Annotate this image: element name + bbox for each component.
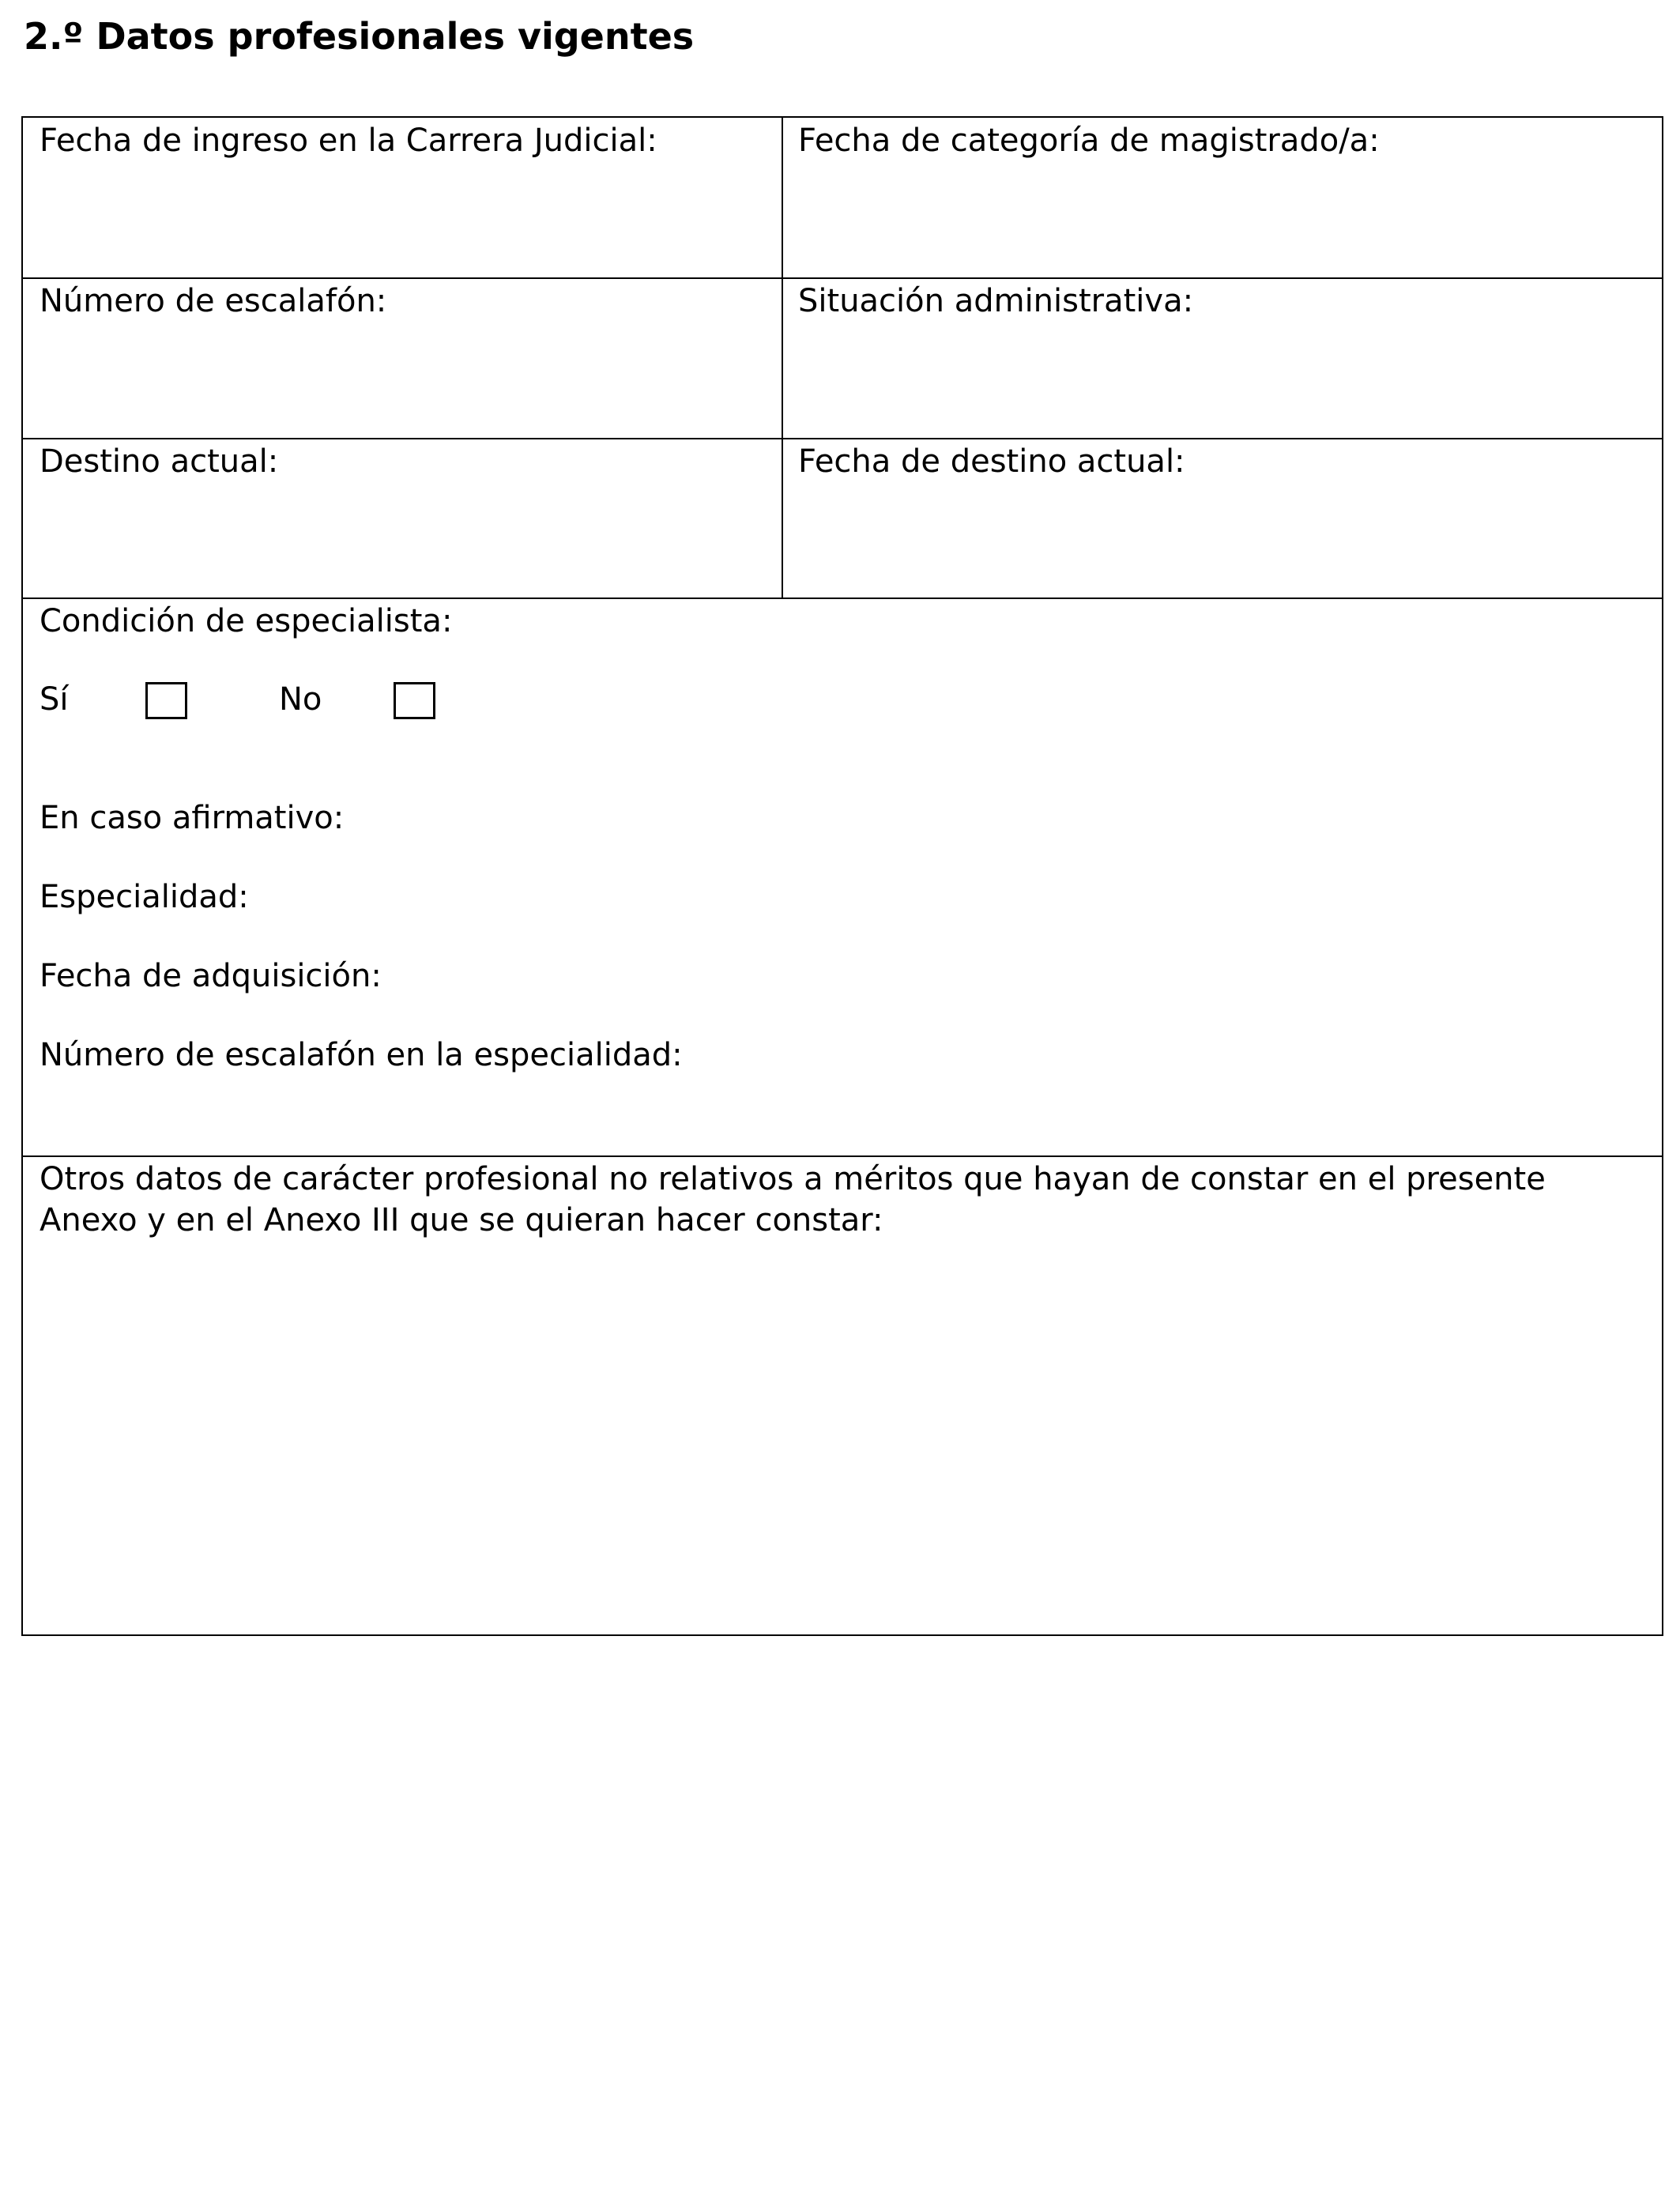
condicion-especialista-label: Condición de especialista:	[40, 603, 453, 639]
si-label: Sí	[40, 681, 69, 718]
row-divider	[23, 438, 1662, 439]
no-checkbox[interactable]	[394, 682, 435, 719]
fecha-categoria-label: Fecha de categoría de magistrado/a:	[798, 123, 1380, 159]
fecha-adquisicion-label: Fecha de adquisición:	[40, 958, 382, 994]
numero-escalafon-label: Número de escalafón:	[40, 283, 387, 319]
professional-data-form	[21, 116, 1663, 1636]
si-checkbox[interactable]	[145, 682, 187, 719]
section-heading: 2.º Datos profesionales vigentes	[24, 15, 695, 58]
row-divider	[23, 277, 1662, 279]
numero-escalafon-especialidad-label: Número de escalafón en la especialidad:	[40, 1037, 683, 1073]
especialidad-label: Especialidad:	[40, 879, 249, 915]
row-divider	[23, 1155, 1662, 1157]
situacion-administrativa-label: Situación administrativa:	[798, 283, 1194, 319]
row-divider	[23, 598, 1662, 599]
otros-datos-label: Otros datos de carácter profesional no relativos a méritos que hayan de constar en el presente Anexo y en el Anexo III que se quieran hacer constar:	[40, 1161, 1546, 1238]
fecha-ingreso-label: Fecha de ingreso en la Carrera Judicial:	[40, 123, 657, 159]
fecha-destino-actual-label: Fecha de destino actual:	[798, 443, 1185, 480]
en-caso-afirmativo-label: En caso afirmativo:	[40, 800, 345, 836]
no-label: No	[279, 681, 322, 718]
column-divider	[782, 118, 783, 599]
destino-actual-label: Destino actual:	[40, 443, 279, 480]
